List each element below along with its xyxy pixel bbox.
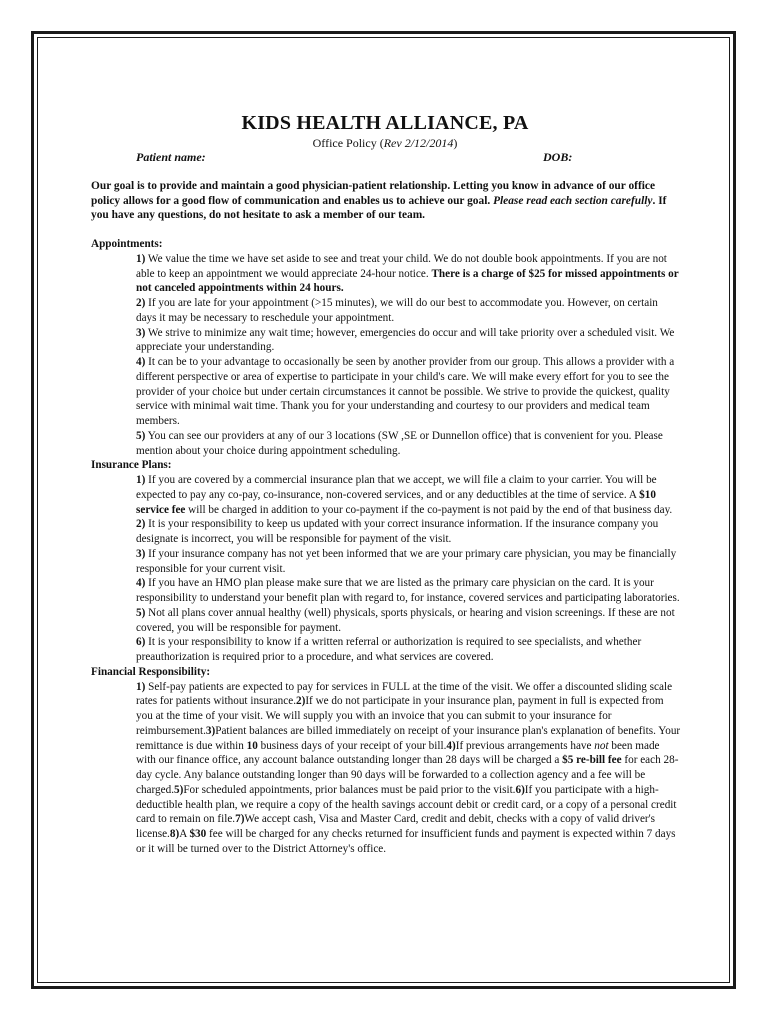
item-number: 5)	[136, 429, 146, 442]
insurance-item-1	[91, 473, 681, 517]
item-number: 2)	[136, 297, 146, 309]
insurance-heading: Insurance Plans:	[91, 459, 172, 472]
item-number: 1)	[136, 252, 146, 265]
item-text: You can see our providers at any of our 3 locations (SW ,SE or Dunnellon office) that is convenient for you. Please mention about your choice during appointment scheduling.	[136, 429, 663, 457]
item-text: If previous arrangements have	[455, 739, 595, 752]
policy-subtitle	[0, 136, 770, 151]
item-number: 6)	[136, 636, 146, 649]
item-text: We accept cash, Visa and Master Card, credit and debit, checks with a copy of valid driver's license.	[136, 813, 656, 840]
item-text: Self-pay patients are expected to pay for services in FULL at the time of the visit. We offer a discounted sliding scale rates for patients without insurance.	[136, 680, 673, 708]
appointment-item-2	[91, 296, 681, 326]
subtitle-prefix: Office Policy (	[312, 136, 384, 150]
subtitle-suffix: )	[453, 136, 458, 150]
insurance-item-4	[91, 576, 681, 606]
financial-paragraph	[91, 680, 681, 857]
insurance-item-6	[91, 635, 681, 665]
item-number: 7)	[235, 813, 245, 826]
item-text: We value the time we have set aside to see and treat your child. We do not double book appointments. If you are not able to keep an appointment we would appreciate 24-hour notice.	[136, 252, 667, 280]
item-text: If you are covered by a commercial insurance plan that we accept, we will file a claim to your carrier. You will be expected to pay any co-pay, co-insurance, non-covered services, and or any deductibles at the time of service. A	[136, 474, 657, 501]
patient-name-label: Patient name:	[136, 150, 206, 164]
item-text: For scheduled appointments, prior balances must be paid prior to the visit.	[183, 783, 516, 796]
item-number: 8)	[169, 828, 180, 840]
insurance-item-3	[91, 547, 681, 577]
appointment-item-3	[91, 326, 681, 356]
remittance-days: 10	[246, 739, 258, 752]
item-text: If your insurance company has not yet been informed that we are your primary care physician, you may be financially responsible for your current visit.	[136, 547, 677, 575]
goal-statement	[91, 179, 686, 223]
financial-heading: Financial Responsibility:	[91, 665, 211, 678]
item-text: It can be to your advantage to occasionally be seen by another provider from our group. This allows a provider with a different perspective or area of expertise to participate in your child's care. We will make every effort for you to see the provider of your choice but under certain circumstances it cannot be possible. We strive to provide the quickest, quality service with minimal wait time. Thank you for your understanding and courtesy to our providers and medical team members.	[136, 356, 675, 427]
item-number: 2)	[296, 695, 306, 708]
item-number: 4)	[446, 739, 456, 752]
appointment-item-4	[91, 355, 681, 429]
item-text: Patient balances are billed immediately on receipt of your insurance plan's explanation of benefits. Your remittance is due within	[136, 724, 681, 752]
policy-content	[91, 237, 681, 857]
goal-italic: Please read each section carefully	[493, 194, 653, 207]
item-number: 3)	[136, 326, 146, 339]
item-number: 5)	[174, 783, 184, 796]
service-fee: $10 service fee	[136, 488, 656, 516]
item-text: We strive to minimize any wait time; however, emergencies do occur and will take priority over a scheduled visit. We appreciate your understanding.	[136, 326, 675, 354]
item-text: fee will be charged for any checks returned for insufficient funds and payment is expected within 7 days or it will be turned over to the District Attorney's office.	[136, 828, 676, 855]
item-text-after: will be charged in addition to your co-payment if the co-payment is not paid by the end of that business day.	[185, 503, 673, 516]
dob-label: DOB:	[543, 150, 573, 164]
item-text: It is your responsibility to keep us updated with your correct insurance information. If the insurance company you designate is incorrect, you will be responsible for payment of the visit.	[136, 518, 659, 545]
emphasis-not: not	[594, 739, 609, 752]
item-text: Not all plans cover annual healthy (well) physicals, sports physicals, or hearing and vision screenings. If these are not covered, you will be responsible for payment.	[136, 606, 675, 634]
appointment-item-5	[91, 429, 681, 459]
item-text: If we do not participate in your insurance plan, payment in full is expected from you at the time of your visit. We will supply you with an invoice that you can submit to your insurance for reimbursement.	[136, 695, 664, 737]
goal-after: . If you have any questions, do not hesitate to ask a member of our team.	[91, 194, 667, 222]
item-text: If you participate with a high-deductible health plan, we require a copy of the health savings account debit or credit card, or a copy of a personal credit card to remain on file.	[136, 783, 677, 826]
document-title: KIDS HEALTH ALLIANCE, PA	[241, 112, 529, 134]
item-text: for each 28-day cycle. Any balance outstanding longer than 90 days will be forwarded to a collection agency and a fee will be charged.	[136, 754, 679, 796]
goal-text: Our goal is to provide and maintain a good physician-patient relationship. Letting you know in advance of our office policy allows for a good flow of communication and enables us to achieve our goal.	[91, 180, 656, 207]
item-number: 3)	[136, 547, 146, 560]
insurance-item-5	[91, 606, 681, 636]
item-text: It is your responsibility to know if a written referral or authorization is required to see specialists, and whether preauthorization is required prior to a procedure, and what services are covered.	[136, 636, 642, 663]
item-number: 5)	[136, 606, 146, 619]
item-text: been made with our finance office, any account balance outstanding longer than 28 days will be charged a	[136, 739, 660, 767]
revision-date: Rev 2/12/2014	[383, 136, 454, 150]
item-number: 2)	[136, 518, 146, 531]
item-text: If you have an HMO plan please make sure that we are listed as the primary care physician on the card. It is your responsibility to understand your benefit plan with regard to, for instance, covered services and participating laboratories.	[136, 577, 680, 604]
appointment-item-1	[91, 252, 681, 296]
item-number: 1)	[136, 474, 146, 486]
item-number: 3)	[205, 724, 216, 737]
item-number: 4)	[136, 577, 146, 590]
rebill-fee: $5 re-bill fee	[562, 754, 622, 767]
item-text: If you are late for your appointment (>15 minutes), we will do our best to accommodate you. However, on certain days it may be necessary to reschedule your appointment.	[136, 297, 658, 324]
appointments-heading: Appointments:	[91, 238, 163, 250]
item-text: business days of your receipt of your bill.	[257, 739, 447, 752]
item-number: 1)	[136, 680, 146, 693]
item-text: A	[179, 828, 190, 840]
missed-appointment-charge: There is a charge of $25 for missed appointments or not canceled appointments within 24 hours.	[136, 267, 679, 295]
item-number: 6)	[515, 783, 525, 796]
item-number: 4)	[136, 356, 146, 368]
returned-check-fee: $30	[189, 828, 207, 840]
insurance-item-2	[91, 517, 681, 547]
